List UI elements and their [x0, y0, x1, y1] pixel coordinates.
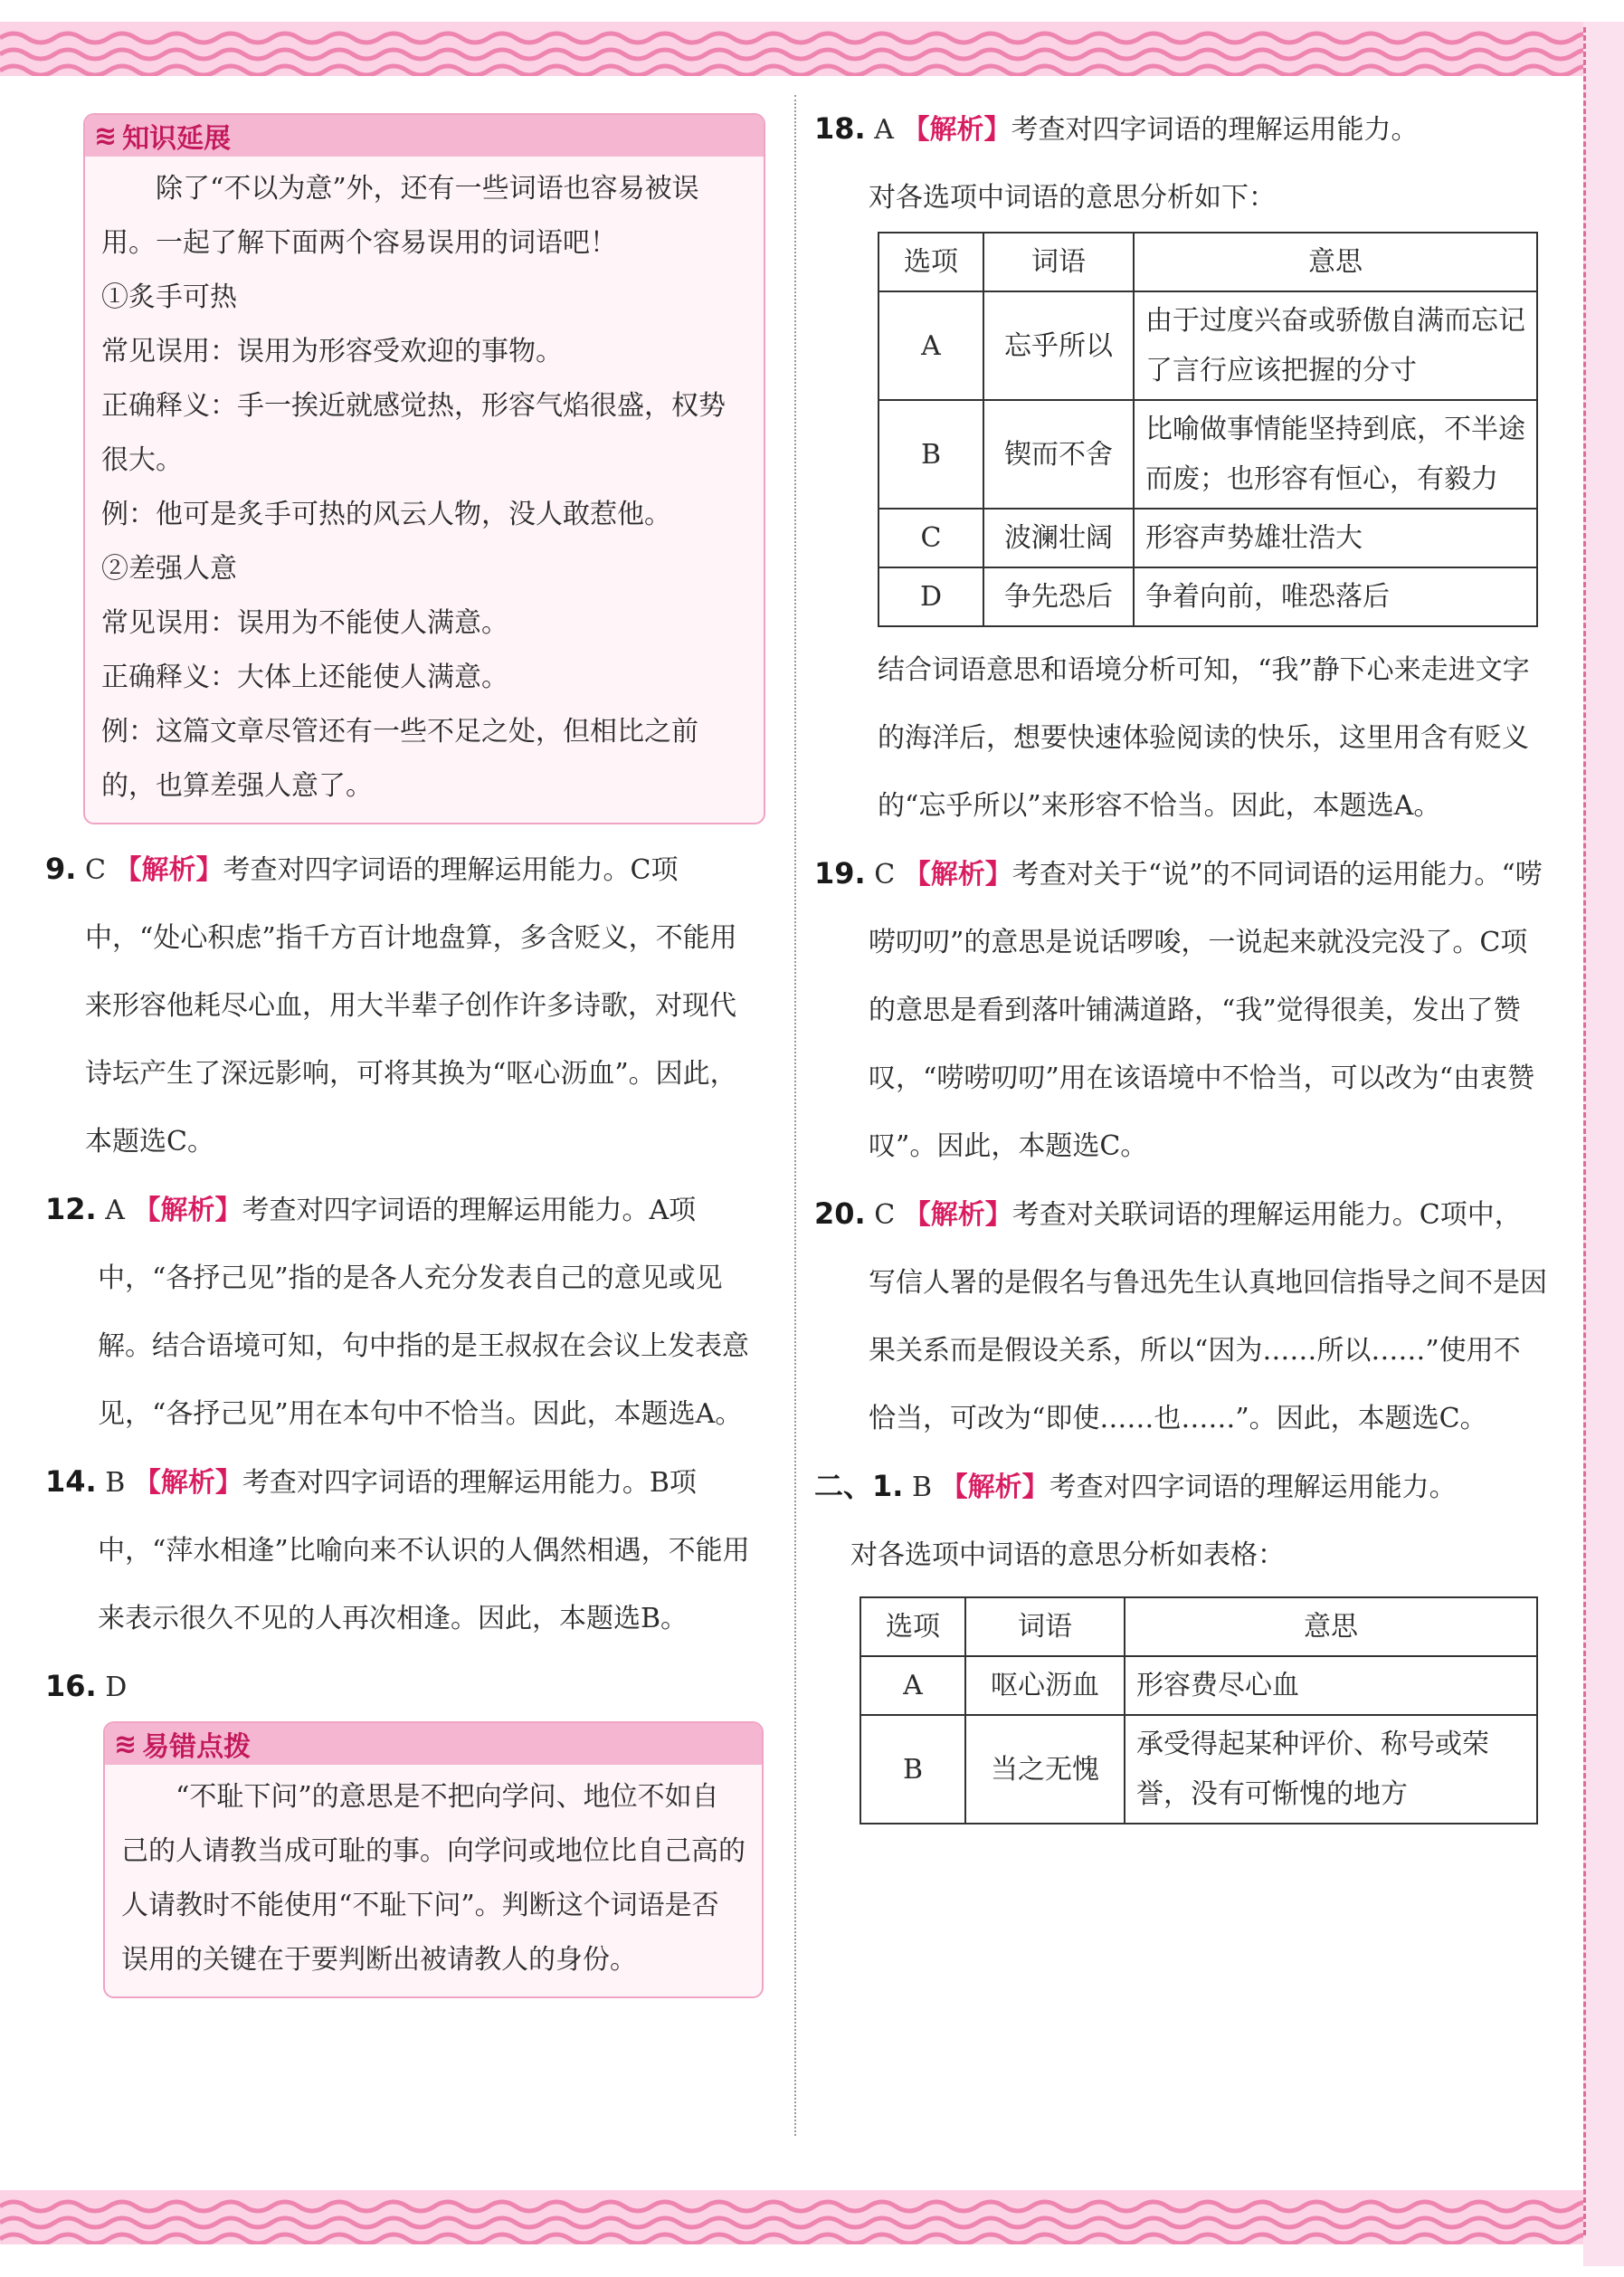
- table-row: [878, 509, 1537, 567]
- knowledge-extension-box: [83, 113, 765, 824]
- answer-18: [814, 95, 1547, 840]
- error-tips-box: [103, 1721, 764, 1998]
- table-cell: 争着向前，唯恐落后: [1134, 567, 1537, 626]
- analysis-tag: 【解析】: [903, 1199, 1012, 1231]
- right-column: [814, 100, 1547, 1824]
- box-line: 正确释义：手一挨近就感觉热，形容气焰很盛，权势很大。: [101, 390, 726, 476]
- box-body: [85, 157, 764, 823]
- answer-letter: B: [105, 1467, 126, 1499]
- table-intro: 对各选项中词语的意思分析如表格：: [850, 1539, 1285, 1571]
- analysis-tag: 【解析】: [940, 1472, 1049, 1503]
- box-line: ②差强人意: [101, 553, 237, 585]
- analysis-text: 考查对四字词语的理解运用能力。A项中，“各抒己见”指的是各人充分发表自己的意见或见解。结合语境可知，句中指的是王叔叔在会议上发表意见，“各抒己见”用在本句中不恰当。因此，本题选A。: [98, 1195, 749, 1430]
- answer-12: [45, 1176, 760, 1448]
- table-cell: B: [860, 1715, 965, 1824]
- table-header-cell: 词语: [983, 233, 1134, 291]
- analysis-text: 考查对四字词语的理解运用能力。: [1011, 114, 1419, 146]
- analysis-tag: 【解析】: [133, 1467, 242, 1499]
- table-header-cell: 选项: [860, 1597, 965, 1656]
- table-header-cell: 意思: [1125, 1597, 1537, 1656]
- table-cell: 忘乎所以: [983, 291, 1134, 400]
- box-header: [105, 1723, 762, 1765]
- answer-20: [814, 1180, 1547, 1453]
- table-cell: 当之无愧: [965, 1715, 1125, 1824]
- box-line: 常见误用：误用为不能使人满意。: [101, 607, 508, 639]
- table-cell: 由于过度兴奋或骄傲自满而忘记了言行应该把握的分寸: [1134, 291, 1537, 400]
- table-header-cell: 词语: [965, 1597, 1125, 1656]
- question-number: 12.: [45, 1192, 97, 1226]
- meaning-table: [878, 232, 1538, 627]
- question-number: 16.: [45, 1669, 97, 1703]
- answer-9: [45, 835, 760, 1176]
- answer-letter: A: [874, 114, 894, 146]
- table-cell: D: [878, 567, 983, 626]
- box-title: [94, 116, 231, 156]
- table-cell: B: [878, 400, 983, 509]
- box-line: 例：这篇文章尽管还有一些不足之处，但相比之前的，也算差强人意了。: [101, 716, 698, 802]
- answer-letter: A: [105, 1195, 125, 1226]
- wavy-lines-icon: ≋: [94, 119, 118, 152]
- table-cell: A: [878, 291, 983, 400]
- box-title-text: 易错点拨: [142, 1731, 252, 1763]
- box-line: 除了“不以为意”外，还有一些词语也容易被误用。一起了解下面两个容易误用的词语吧！: [101, 173, 699, 259]
- table-row: [878, 291, 1537, 400]
- question-number: 18.: [814, 111, 866, 146]
- answer-letter: C: [874, 859, 896, 891]
- left-column: [45, 100, 769, 1998]
- table-cell: C: [878, 509, 983, 567]
- table-cell: 比喻做事情能坚持到底，不半途而废；也形容有恒心，有毅力: [1134, 400, 1537, 509]
- answer-14: [45, 1448, 760, 1653]
- table-cell: 锲而不舍: [983, 400, 1134, 509]
- table-header-row: [860, 1597, 1537, 1656]
- question-number: 二、1.: [814, 1469, 904, 1503]
- meaning-table: [859, 1596, 1538, 1824]
- box-title: [114, 1724, 251, 1764]
- right-page-border: [1583, 22, 1624, 2266]
- table-row: [860, 1715, 1537, 1824]
- box-line: 例：他可是炙手可热的风云人物，没人敢惹他。: [101, 499, 671, 530]
- column-divider: [794, 95, 796, 2136]
- box-body: [105, 1765, 762, 1996]
- analysis-tag: 【解析】: [133, 1195, 242, 1226]
- analysis-text: 考查对四字词语的理解运用能力。: [1049, 1472, 1457, 1503]
- table-header-cell: 选项: [878, 233, 983, 291]
- table-header-cell: 意思: [1134, 233, 1537, 291]
- table-cell: 承受得起某种评价、称号或荣誉，没有可惭愧的地方: [1125, 1715, 1537, 1824]
- question-number: 19.: [814, 856, 866, 891]
- answer-letter: B: [911, 1472, 933, 1503]
- analysis-tag: 【解析】: [114, 854, 223, 886]
- question-number: 20.: [814, 1196, 866, 1231]
- box-paragraph: “不耻下问”的意思是不把向学问、地位不如自己的人请教当成可耻的事。向学问或地位比自己高的人请教时不能使用“不耻下问”。判断这个词语是否误用的关键在于要判断出被请教人的身份。: [121, 1781, 746, 1976]
- answer-part2-1: [814, 1453, 1547, 1824]
- table-cell: A: [860, 1656, 965, 1715]
- analysis-text: 考查对四字词语的理解运用能力。B项中，“萍水相逢”比喻向来不认识的人偶然相遇，不能用来表示很久不见的人再次相逢。因此，本题选B。: [98, 1467, 750, 1634]
- table-header-row: [878, 233, 1537, 291]
- wavy-lines-icon: ≋: [114, 1728, 138, 1760]
- question-number: 9.: [45, 852, 77, 886]
- box-line: ①炙手可热: [101, 281, 237, 313]
- table-cell: 波澜壮阔: [983, 509, 1134, 567]
- table-row: [878, 400, 1537, 509]
- right-dashed-line: [1583, 27, 1586, 2235]
- table-cell: 形容声势雄壮浩大: [1134, 509, 1537, 567]
- question-number: 14.: [45, 1464, 97, 1499]
- answer-19: [814, 840, 1547, 1180]
- box-line: 常见误用：误用为形容受欢迎的事物。: [101, 336, 563, 367]
- top-wave-band: [0, 22, 1592, 76]
- box-header: [85, 115, 764, 157]
- answer-letter: D: [105, 1672, 128, 1703]
- bottom-wave-band: [0, 2190, 1592, 2244]
- conclusion-text: 结合词语意思和语境分析可知，“我”静下心来走进文字的海洋后，想要快速体验阅读的快乐，这里用含有贬义的“忘乎所以”来形容不恰当。因此，本题选A。: [878, 654, 1530, 822]
- answer-letter: C: [874, 1199, 896, 1231]
- analysis-tag: 【解析】: [903, 859, 1012, 891]
- answer-16: [45, 1653, 760, 1721]
- table-cell: 争先恐后: [983, 567, 1134, 626]
- box-title-text: 知识延展: [122, 123, 232, 155]
- answer-letter: C: [84, 854, 106, 886]
- analysis-tag: 【解析】: [902, 114, 1011, 146]
- table-cell: 形容费尽心血: [1125, 1656, 1537, 1715]
- analysis-text: 考查对关联词语的理解运用能力。C项中，写信人署的是假名与鲁迅先生认真地回信指导之间不是因果关系而是假设关系，所以“因为……所以……”使用不恰当，可改为“即使……也……”。因此，本题选C。: [869, 1199, 1547, 1434]
- box-line: 正确释义：大体上还能使人满意。: [101, 662, 508, 693]
- table-cell: 呕心沥血: [965, 1656, 1125, 1715]
- table-intro: 对各选项中词语的意思分析如下：: [869, 182, 1276, 214]
- analysis-text: 考查对四字词语的理解运用能力。C项中，“处心积虑”指千方百计地盘算，多含贬义，不能用来形容他耗尽心血，用大半辈子创作许多诗歌，对现代诗坛产生了深远影响，可将其换为“呕心沥血”。因此，本题选C。: [85, 854, 737, 1158]
- table-row: [878, 567, 1537, 626]
- analysis-text: 考查对关于“说”的不同词语的运用能力。“唠唠叨叨”的意思是说话啰唆，一说起来就没完没了。C项的意思是看到落叶铺满道路，“我”觉得很美，发出了赞叹，“唠唠叨叨”用在该语境中不恰当，可以改为“由衷赞叹”。因此，本题选C。: [869, 859, 1543, 1162]
- table-row: [860, 1656, 1537, 1715]
